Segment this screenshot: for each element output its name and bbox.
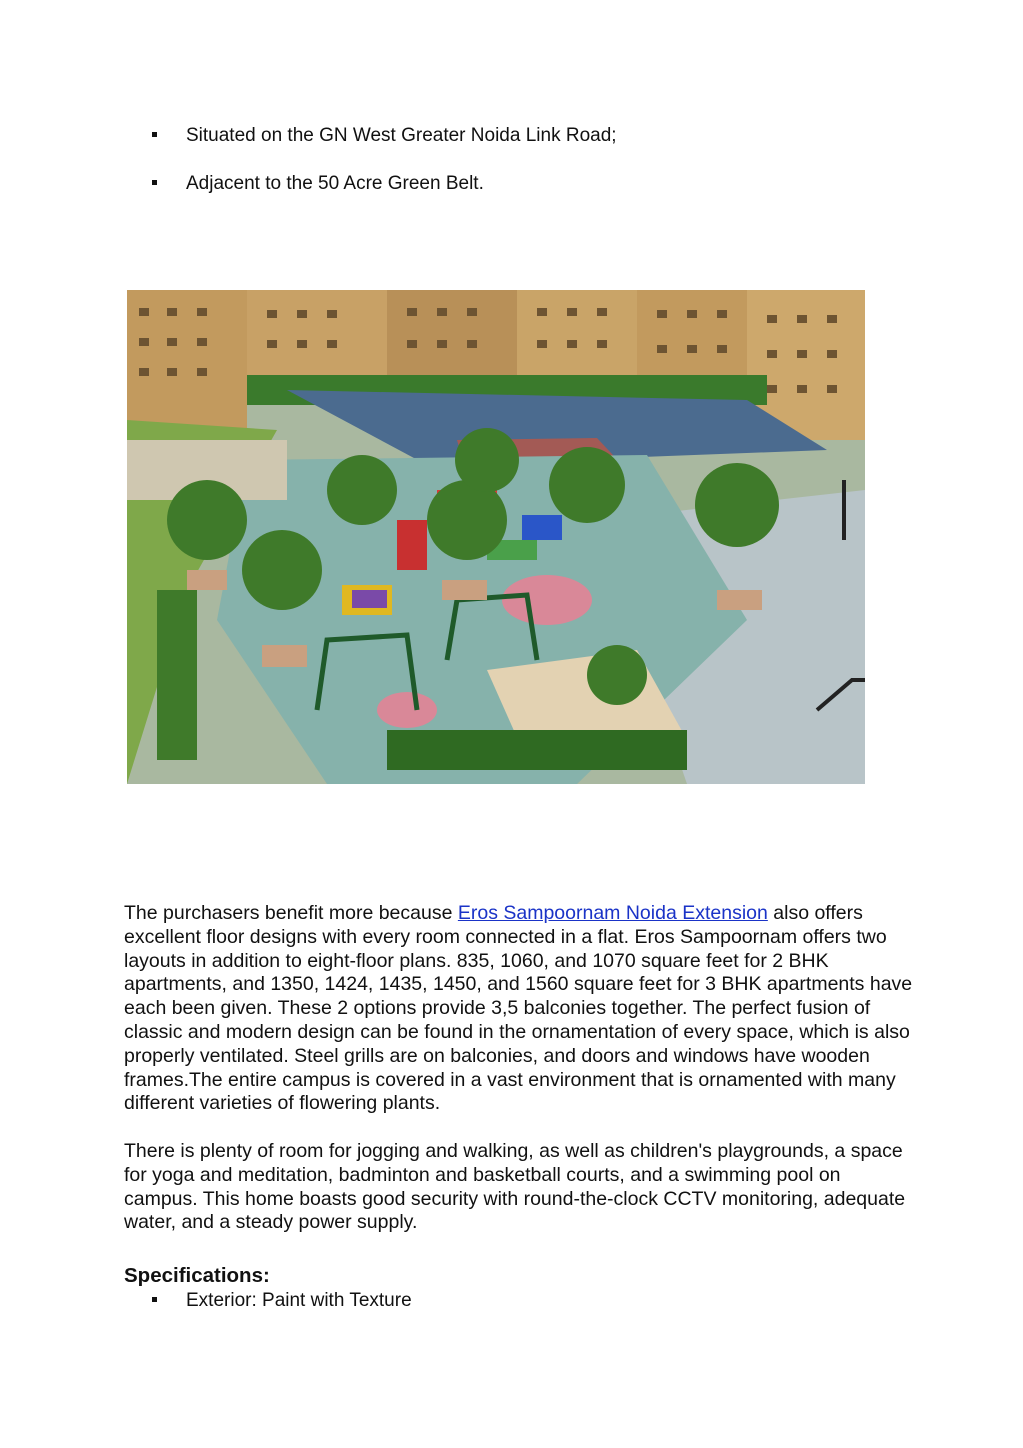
bullet-icon — [152, 180, 157, 185]
bullet-text: Adjacent to the 50 Acre Green Belt. — [186, 173, 484, 194]
paragraph-text-rest: also offers excellent floor designs with every room connected in a flat. Eros Sampoornam offers two layouts in addition to eight-floor plans. 835, 1060, and 1070 square feet for 2 BHK apartments, and 1350, 1424, 1435, 1450, and 1560 square feet for 3 BHK apartments have each been given. These 2 options provide 3,5 balconies together. The perfect fusion of classic and modern design can be found in the ornamentation of every space, which is also properly ventilated. Steel grills are on balconies, and doors and windows have wooden frames.The entire campus is covered in a vast environment that is ornamented with many different varieties of flowering plants. — [124, 902, 913, 1115]
list-item — [150, 1289, 412, 1313]
eros-sampoornam-link[interactable]: Eros Sampoornam Noida Extension — [457, 902, 768, 924]
hedge-bottom — [387, 730, 687, 770]
bullet-text: Situated on the GN West Greater Noida Link Road; — [186, 125, 617, 146]
amenities-paragraph: There is plenty of room for jogging and walking, as well as children's playgrounds, a space for yoga and meditation, badminton and basketball courts, and a swimming pool on campus. This home boasts good security with round-the-clock CCTV monitoring, adequate water, and a steady power supply. — [124, 1140, 906, 1234]
specifications-list — [150, 1289, 412, 1313]
slide-tower — [397, 520, 427, 570]
residential-playground-photo — [127, 290, 865, 784]
photo-illustration — [127, 290, 865, 784]
description-paragraph — [124, 902, 914, 1116]
bullet-icon — [152, 1297, 157, 1302]
bullet-icon — [152, 132, 157, 137]
paragraph-text-start: The purchasers benefit more because — [124, 902, 458, 924]
bullet-text: Exterior: Paint with Texture — [186, 1290, 412, 1311]
list-item — [150, 172, 617, 196]
specifications-heading: Specifications: — [124, 1264, 270, 1287]
intro-bullet-list — [150, 124, 617, 220]
list-item — [150, 124, 617, 148]
